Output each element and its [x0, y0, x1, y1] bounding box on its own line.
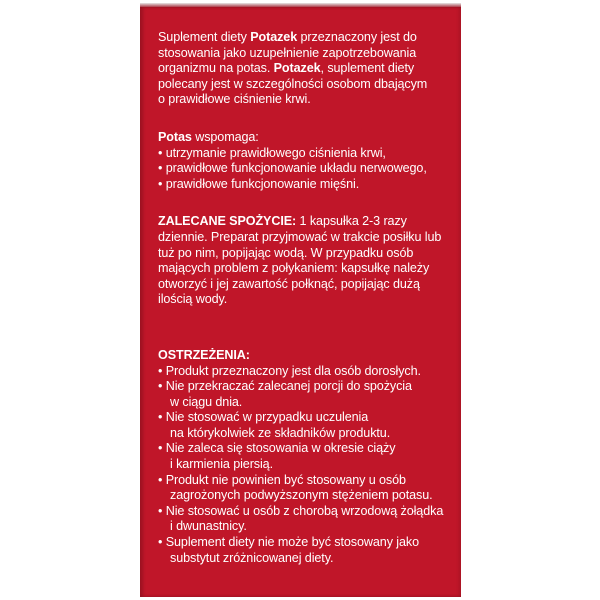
intro-paragraph: [158, 30, 458, 108]
warning-item: • Produkt przeznaczony jest dla osób dorosłych.: [158, 363, 421, 378]
brand-name: Potazek: [250, 30, 298, 44]
warning-item-cont: i karmienia piersią.: [170, 457, 273, 472]
warning-item: • Nie przekraczać zalecanej porcji do spożycia: [158, 379, 412, 394]
dosage-line-5: otworzyć i jej zawartość połknąć, popijając dużą: [158, 276, 420, 291]
warning-item: • Suplement diety nie może być stosowany jako: [158, 535, 420, 550]
supports-item: • prawidłowe funkcjonowanie mięśni.: [158, 176, 360, 191]
dosage-section: [158, 214, 458, 308]
warning-item-cont: zagrożonych podwyższonym stężeniem potasu.: [170, 488, 433, 503]
dosage-line-4: mających problem z połykaniem: kapsułkę należy: [158, 261, 430, 276]
warnings-heading: OSTRZEŻENIA:: [158, 347, 250, 362]
supports-item: • utrzymanie prawidłowego ciśnienia krwi,: [158, 145, 386, 160]
warning-item-cont: i dwunastnicy.: [170, 519, 247, 534]
supports-item: • prawidłowe funkcjonowanie układu nerwowego,: [158, 161, 427, 176]
warning-item: • Nie stosować w przypadku uczulenia: [158, 410, 369, 425]
intro-line-1: Suplement diety Potazek przeznaczony jest do: [158, 30, 417, 44]
warning-item-cont: na którykolwiek ze składników produktu.: [170, 425, 391, 440]
intro-line-4: polecany jest w szczególności osobom dbającym: [158, 76, 428, 91]
warning-item: • Produkt nie powinien być stosowany u osób: [158, 472, 406, 487]
brand-name: Potazek: [273, 61, 321, 76]
warning-item: • Nie zaleca się stosowania w okresie ciąży: [158, 441, 396, 456]
dosage-line-6: ilością wody.: [158, 292, 228, 307]
warning-item: • Nie stosować u osób z chorobą wrzodową żołądka: [158, 503, 444, 518]
intro-line-5: o prawidłowe ciśnienie krwi.: [158, 92, 311, 107]
warnings-section: [158, 348, 458, 566]
supports-section: [158, 130, 458, 192]
warning-item-cont: substytut zróżnicowanej diety.: [170, 550, 334, 565]
dosage-line-2: dziennie. Preparat przyjmować w trakcie posiłku lub: [158, 229, 442, 244]
warning-item-cont: w ciągu dnia.: [170, 394, 243, 409]
intro-line-2: stosowania jako uzupełnienie zapotrzebowania: [158, 45, 417, 60]
dosage-heading: ZALECANE SPOŻYCIE:: [158, 214, 297, 229]
dosage-line-1: ZALECANE SPOŻYCIE: 1 kapsułka 2-3 razy: [158, 214, 407, 229]
intro-line-3: organizmu na potas. Potazek, suplement diety: [158, 61, 415, 76]
label-text-panel: [158, 30, 458, 588]
dosage-line-3: tuż po nim, popijając wodą. W przypadku osób: [158, 245, 414, 260]
supports-heading: Potas wspomaga:: [158, 129, 259, 144]
